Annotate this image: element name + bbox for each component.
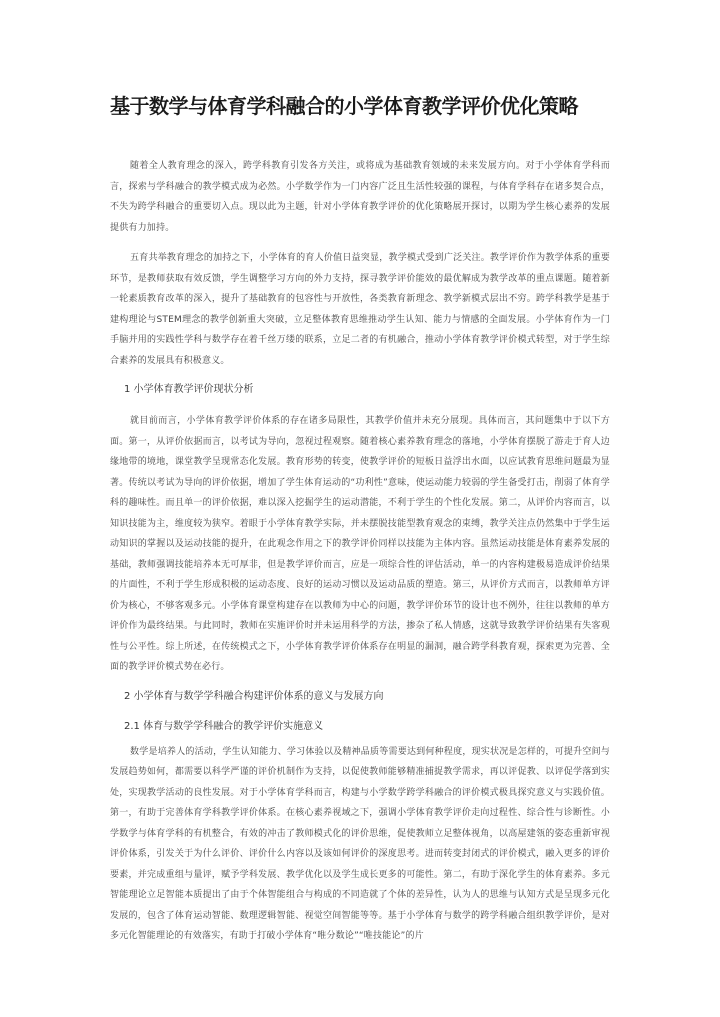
section-1-heading: 1 小学体育教学评价现状分析: [124, 384, 254, 395]
section-2-1-heading: 2.1 体育与数学学科融合的教学评价实施意义: [124, 720, 324, 732]
section-2-heading: 2 小学体育与数学学科融合构建评价体系的意义与发展方向: [124, 690, 384, 702]
intro-paragraph-1: 随着全人教育理念的深入，跨学科教育引发各方关注，或将成为基础教育领域的未来发展方向。对于小学体育学科而言，探索与学科融合的教学模式成为必然。小学数学作为一门内容广泛且生活性较强的课程，与体育学科存在诸多契合点，不失为跨学科融合的重要切入点。现以此为主题，针对小学体育教学评价的优化策略展开探讨，以期为学生核心素养的发展提供有力加持。: [110, 161, 610, 233]
intro-paragraph-2: 五育共举教育理念的加持之下，小学体育的育人价值日益突显，教学模式受到广泛关注。教学评价作为教学体系的重要环节，是教师获取有效反馈，学生调整学习方向的外力支持，探寻教学评价能效的最优解成为教学改革的重点课题。随着新一轮素质教育改革的深入，提升了基础教育的包容性与开放性，各类教育新理念、教学新模式层出不穷。跨学科教学是基于建构理论与STEM理念的教学创新重大突破，立足整体教育思维推动学生认知、能力与情感的全面发展。小学体育作为一门手脑并用的实践性学科与数学存在着千丝万缕的联系，立足二者的有机融合，推动小学体育教学评价模式转型，对于学生综合素养的发展具有积极意义。: [110, 253, 610, 366]
section-2-1-paragraph: 数学是培养人的活动，学生认知能力、学习体验以及精神品质等需要达到何种程度，现实状况是怎样的，可提升空间与发展趋势如何，都需要以科学严谨的评价机制作为支持，以促使教师能够精准捕捉教学需求，再以评促教、以评促学落到实处，实现教学活动的良性发展。对于小学体育学科而言，构建与小学数学跨学科融合的评价模式极具探究意义与实践价值。第一，有助于完善体育学科教学评价体系。在核心素养视域之下，强调小学体育教学评价走向过程性、综合性与诊断性。小学数学与体育学科的有机整合，有效的冲击了教师模式化的评价思维，促使教师立足整体视角，以高屋建瓴的姿态重新审视评价体系，引发关于为什么评价、评价什么内容以及该如何评价的深度思考。进而转变封闭式的评价模式，融入更多的评价要素，并完成重组与量评，赋予学科发展、教学优化以及学生成长更多的可能性。第二，有助于深化学生的体育素养。多元智能理论立足智能本质提出了由于个体智能组合与构成的不同造就了个体的差异性，认为人的思维与认知方式是呈现多元化发展的，包含了体育运动智能、数理逻辑智能、视觉空间智能等等。基于小学体育与数学的跨学科融合组织教学评价，是对多元化智能理论的有效落实，有助于打破小学体育“唯分数论”“唯技能论”的片: [110, 746, 610, 941]
document-title: 基于数学与体育学科融合的小学体育教学评价优化策略: [110, 94, 578, 118]
section-1-paragraph: 就目前而言，小学体育教学评价体系的存在诸多局限性，其教学价值并未充分展现。具体而言，其问题集中于以下方面。第一，从评价依据而言，以考试为导向，忽视过程观察。随着核心素养教育理念的落地，小学体育摆脱了游走于育人边缘地带的境地，课堂教学呈现常态化发展。教育形势的转变，使教学评价的短板日益浮出水面，以应试教育思维问题最为显著。传统以考试为导向的评价依据，增加了学生体育运动的“功利性”意味，使运动能力较弱的学生备受打击，削弱了体育学科的趣味性。而且单一的评价依据，难以深入挖掘学生的运动潜能，不利于学生的个性化发展。第二，从评价内容而言，以知识技能为主，维度较为狭窄。着眼于小学体育教学实际，并未摆脱技能型教育观念的束缚，教学关注点仍然集中于学生运动知识的掌握以及运动技能的提升，在此观念作用之下的教学评价同样以技能为主体内容。虽然运动技能是体育素养发展的基础，教师强调技能培养本无可厚非，但是教学评价而言，应是一项综合性的评估活动，单一的内容构建极易造成评价结果的片面性，不利于学生形成积极的运动态度、良好的运动习惯以及运动品质的塑造。第三，从评价方式而言，以教师单方评价为核心，不够客观多元。小学体育课堂构建存在以教师为中心的问题，教学评价环节的设计也不例外，往往以教师的单方评价作为最终结果。与此同时，教师在实施评价时并未运用科学的方法，掺杂了私人情感，这就导致教学评价结果有失客观性与公平性。综上所述，在传统模式之下，小学体育教学评价体系存在明显的漏洞，融合跨学科教育观，探索更为完善、全面的教学评价模式势在必行。: [110, 416, 610, 672]
